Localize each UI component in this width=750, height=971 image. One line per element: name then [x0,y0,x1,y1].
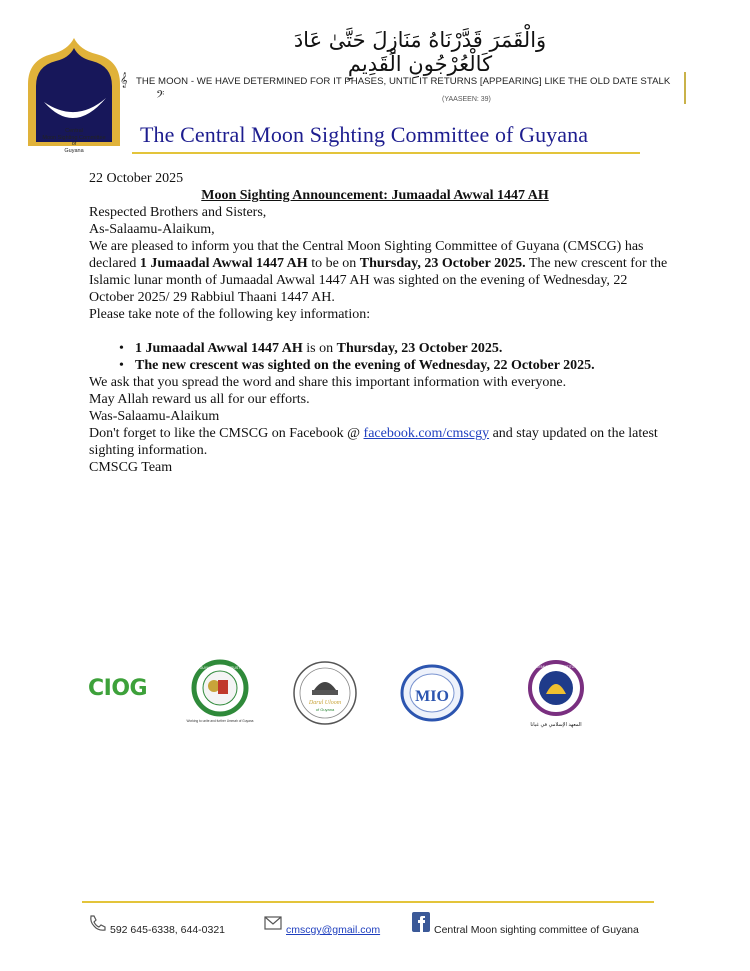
ciog-logo: CIOG [88,676,148,701]
list-item-text: Thursday, 23 October 2025. [336,341,503,356]
logo-text: المعهد الإسلامي في غيانا [530,722,582,728]
partner-logos [86,658,666,738]
logo-caption-line: of [71,141,77,147]
announcement-paragraph [89,238,669,306]
organization-title: The Central Moon Sighting Committee of Guyana [140,122,589,147]
list-item [119,340,669,357]
facebook-icon [412,912,430,932]
verse-divider [684,72,686,104]
verse-reference: (YAASEEN: 39) [442,96,491,103]
phone-icon [88,914,106,932]
paragraph-text: The new crescent for the Islamic lunar month of Jumaadal Awwal 1447 AH was sighted on the evening of Wednesday, 22 October 2025/ 29 Rabbiul Thaani 1447 AH. [89,256,668,305]
logo-text: Working to unite and further Ummah of Guyana [186,719,254,723]
logo-text: MIO [415,688,449,705]
contact-footer [86,912,686,942]
paragraph-text: to be on [307,256,360,271]
logo-caption [28,128,120,154]
verse-banner [120,72,688,108]
letterhead [0,0,750,160]
share-request: We ask that you spread the word and share this important information with everyone. [89,375,567,390]
list-item-text: 1 Jumaadal Awwal 1447 AH [135,341,303,356]
arabic-verse: وَالْقَمَرَ قَدَّرْنَاهُ مَنَازِلَ حَتَّىٰ عَادَ كَالْعُرْجُونِ الْقَدِيمِ [293,28,547,76]
greeting: Respected Brothers and Sisters, [89,205,267,220]
highlighted-date: 1 Jumaadal Awwal 1447 AH [139,256,308,271]
paragraph-text: Don't forget to like the CMSCG on Facebook @ [89,426,364,441]
ornament-icon: 𝄢 [156,88,165,103]
list-item: • The new crescent was sighted on the evening of Wednesday, 22 October 2025. [119,357,669,374]
mio-logo [400,664,464,722]
letter-subject: Moon Sighting Announcement: Jumaadal Awwal 1447 AH [201,188,549,203]
salutation: As-Salaamu-Alaikum, [89,222,215,237]
closing-salutation: Was-Salaamu-Alaikum [89,409,220,424]
facebook-note [89,425,669,459]
footer-divider [82,901,654,903]
paragraph-text: and stay updated on the latest sighting information. [89,426,658,458]
logo-caption-line: Guyana [64,147,84,154]
ornament-icon: 𝄞 [120,72,128,87]
mail-icon [264,916,282,930]
logo-caption-line: Central [65,128,83,134]
logo-text: GUYANA ISLAMIC INSTITUTE [533,665,579,669]
prayer-line: May Allah reward us all for our efforts. [89,392,310,407]
key-info-intro: Please take note of the following key information: [89,307,371,322]
signature: CMSCG Team [89,460,173,475]
paragraph-text: We are pleased to inform you that the Central Moon Sighting Committee of Guyana (CMSCG) has declared [89,239,644,271]
logo-text: GUYANA ISLAMIC TRUST [199,666,241,670]
islamic-trust-logo [186,660,254,726]
email-link[interactable]: cmscgy@gmail.com [286,924,381,936]
logo-caption-line: Moon Sighting Committee [42,134,106,141]
facebook-page-name: Central Moon sighting committee of Guyana [434,924,639,936]
key-info-list [119,340,669,374]
highlighted-date: Thursday, 23 October 2025. [359,256,526,271]
logo-text: Darul Uloom [308,700,342,706]
facebook-link[interactable]: facebook.com/cmscgy [363,426,490,441]
letter-date: 22 October 2025 [89,171,184,186]
islamic-institute-logo [526,660,586,730]
verse-translation: THE MOON - WE HAVE DETERMINED FOR IT PHASES, UNTIL IT RETURNS [APPEARING] LIKE THE OLD DATE STALK [136,76,671,87]
phone-number: 592 645-6338, 644-0321 [110,924,226,936]
logo-text: of Guyana [315,707,335,712]
darul-uloom-logo [292,660,358,726]
title-divider [132,152,640,154]
letter-body [89,170,669,476]
list-item-text: is on [302,341,337,356]
